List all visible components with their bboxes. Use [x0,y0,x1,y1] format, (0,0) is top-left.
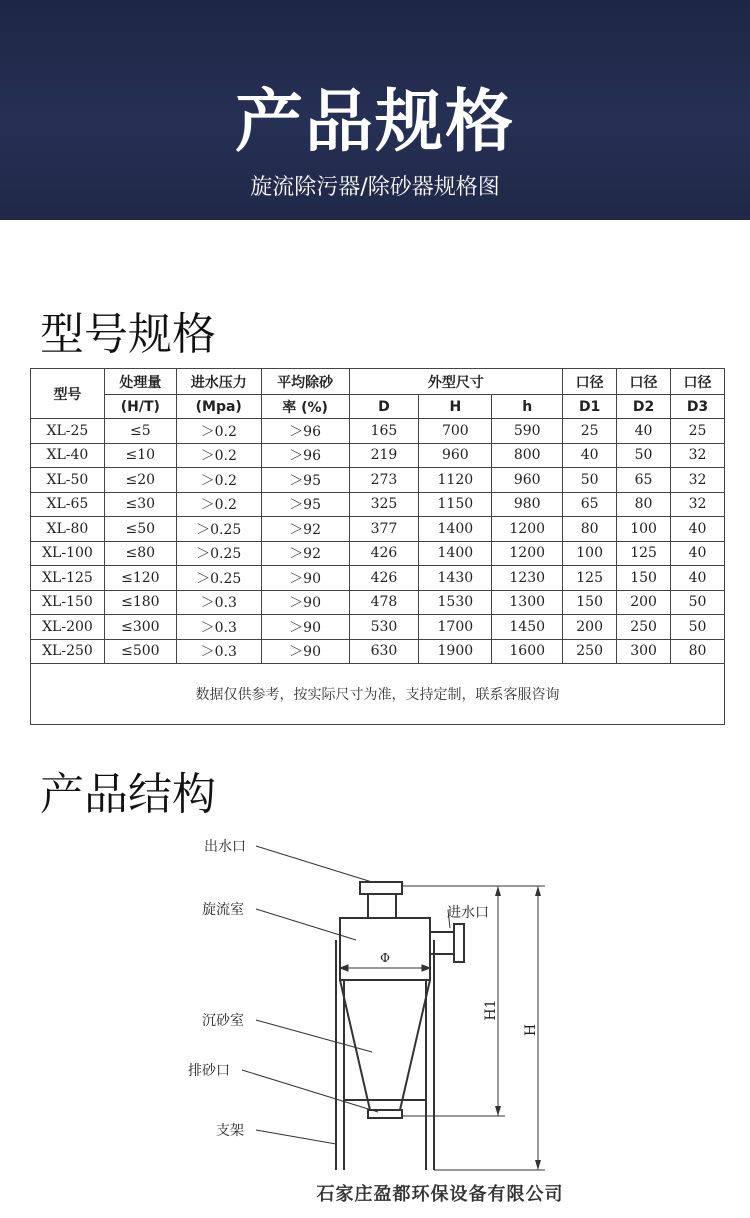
cell-D2: 50 [617,443,671,468]
table-note: 数据仅供参考，按实际尺寸为准，支持定制，联系客服咨询 [31,664,725,725]
label-support: 支架 [216,1123,244,1139]
cell-removal: ＞90 [261,566,349,591]
cell-pressure: ＞0.3 [176,639,261,664]
cell-H: 1900 [419,639,492,664]
label-inlet: 进水口 [447,905,489,921]
header-banner [0,0,750,220]
cell-removal: ＞96 [261,419,349,444]
cell-D2: 300 [617,639,671,664]
cell-h: 1450 [492,615,563,640]
cell-H: 1400 [419,541,492,566]
H1-label: H1 [483,999,499,1021]
cell-flow: ≤30 [104,492,176,517]
cell-removal: ＞92 [261,517,349,542]
header-port-3: 口径 [671,369,725,395]
cell-pressure: ＞0.25 [176,541,261,566]
table-row [31,639,725,664]
cell-model: XL-40 [31,443,105,468]
cell-pressure: ＞0.3 [176,615,261,640]
cell-D: 426 [349,541,419,566]
cell-D3: 40 [671,517,725,542]
cell-h: 1300 [492,590,563,615]
cell-D2: 65 [617,468,671,493]
cell-D1: 65 [563,492,617,517]
cell-h: 980 [492,492,563,517]
cell-flow: ≤120 [104,566,176,591]
cell-D: 426 [349,566,419,591]
cell-D1: 25 [563,419,617,444]
cell-H: 1700 [419,615,492,640]
cell-flow: ≤50 [104,517,176,542]
cell-H: 1150 [419,492,492,517]
cell-h: 800 [492,443,563,468]
settling-cone [340,980,430,1110]
page-title: 产品规格 [234,83,515,162]
cell-D3: 80 [671,639,725,664]
cell-D1: 50 [563,468,617,493]
cell-model: XL-250 [31,639,105,664]
table-row [31,419,725,444]
phi-label: Φ [380,951,390,965]
cell-flow: ≤300 [104,615,176,640]
cell-pressure: ＞0.2 [176,443,261,468]
header-h: h [492,395,563,419]
label-sand-outlet: 排砂口 [188,1063,230,1079]
cell-h: 1200 [492,541,563,566]
cell-D: 530 [349,615,419,640]
header-pressure-unit: (Mpa) [176,395,261,419]
header-removal-unit: 率 (%) [261,395,349,419]
outlet-pipe [368,894,396,918]
cell-D3: 40 [671,541,725,566]
cell-flow: ≤180 [104,590,176,615]
table-row [31,443,725,468]
cell-pressure: ＞0.3 [176,590,261,615]
table-row [31,590,725,615]
cell-model: XL-50 [31,468,105,493]
cell-flow: ≤80 [104,541,176,566]
table-row [31,615,725,640]
cell-D3: 32 [671,443,725,468]
cell-D2: 250 [617,615,671,640]
cell-H: 700 [419,419,492,444]
cell-removal: ＞90 [261,615,349,640]
cell-D1: 200 [563,615,617,640]
diagram-body [336,882,464,1170]
cell-flow: ≤20 [104,468,176,493]
cell-flow: ≤5 [104,419,176,444]
cell-D1: 250 [563,639,617,664]
header-D3: D3 [671,395,725,419]
cell-D: 325 [349,492,419,517]
cell-H: 1400 [419,517,492,542]
cell-pressure: ＞0.2 [176,419,261,444]
label-settling-chamber: 沉砂室 [202,1013,244,1029]
cell-pressure: ＞0.2 [176,492,261,517]
cell-D1: 100 [563,541,617,566]
header-D1: D1 [563,395,617,419]
cell-D3: 32 [671,492,725,517]
cell-D: 377 [349,517,419,542]
inlet-flange [454,924,464,962]
cell-removal: ＞92 [261,541,349,566]
cell-h: 1230 [492,566,563,591]
cell-D3: 50 [671,615,725,640]
structure-section-title: 产品结构 [40,769,216,820]
header-flow: 处理量 [104,369,176,395]
cyclone-chamber [340,918,430,980]
table-note-row [31,664,725,725]
label-cyclone-chamber: 旋流室 [202,902,244,918]
cell-D3: 32 [671,468,725,493]
header-removal: 平均除砂 [261,369,349,395]
cell-D2: 125 [617,541,671,566]
cell-D2: 150 [617,566,671,591]
cell-pressure: ＞0.25 [176,517,261,542]
phi-dimension [340,965,430,971]
header-port-2: 口径 [617,369,671,395]
table-row [31,541,725,566]
header-pressure: 进水压力 [176,369,261,395]
cell-h: 590 [492,419,563,444]
company-name: 石家庄盈都环保设备有限公司 [316,1184,564,1205]
cell-removal: ＞96 [261,443,349,468]
header-port-1: 口径 [563,369,617,395]
table-row [31,517,725,542]
cell-D: 630 [349,639,419,664]
cell-D2: 40 [617,419,671,444]
cell-D2: 200 [617,590,671,615]
header-D: D [349,395,419,419]
cell-removal: ＞95 [261,468,349,493]
cell-D: 273 [349,468,419,493]
table-row [31,468,725,493]
cell-h: 1200 [492,517,563,542]
cell-H: 960 [419,443,492,468]
structure-diagram [0,820,750,1180]
cell-removal: ＞90 [261,639,349,664]
cell-flow: ≤500 [104,639,176,664]
cell-flow: ≤10 [104,443,176,468]
cell-D2: 80 [617,492,671,517]
cell-D1: 40 [563,443,617,468]
outlet-flange [360,882,402,894]
spec-table [30,368,725,725]
cell-model: XL-65 [31,492,105,517]
cell-D3: 25 [671,419,725,444]
table-row [31,492,725,517]
cell-removal: ＞90 [261,590,349,615]
cell-model: XL-200 [31,615,105,640]
header-dims: 外型尺寸 [349,369,563,395]
page-subtitle: 旋流除污器/除砂器规格图 [250,175,500,200]
cell-D2: 100 [617,517,671,542]
cell-removal: ＞95 [261,492,349,517]
cell-D: 165 [349,419,419,444]
cell-D1: 125 [563,566,617,591]
label-outlet: 出水口 [204,839,246,855]
cell-model: XL-125 [31,566,105,591]
table-row [31,566,725,591]
cell-D3: 40 [671,566,725,591]
cell-H: 1530 [419,590,492,615]
spec-section-title: 型号规格 [40,309,216,360]
cell-model: XL-25 [31,419,105,444]
table-subheader-row [31,395,725,419]
header-flow-unit: (H/T) [104,395,176,419]
cell-h: 1600 [492,639,563,664]
cell-model: XL-100 [31,541,105,566]
cell-pressure: ＞0.2 [176,468,261,493]
cell-D: 478 [349,590,419,615]
header-H: H [419,395,492,419]
cell-model: XL-80 [31,517,105,542]
cell-D3: 50 [671,590,725,615]
cell-D1: 150 [563,590,617,615]
header-D2: D2 [617,395,671,419]
table-body [31,419,725,664]
cell-D1: 80 [563,517,617,542]
header-model: 型号 [31,369,105,419]
cell-h: 960 [492,468,563,493]
cell-pressure: ＞0.25 [176,566,261,591]
cell-H: 1430 [419,566,492,591]
cell-D: 219 [349,443,419,468]
H-label: H [523,1023,539,1037]
table-header-row [31,369,725,395]
cell-model: XL-150 [31,590,105,615]
sand-outlet-flange [368,1110,402,1118]
cell-H: 1120 [419,468,492,493]
